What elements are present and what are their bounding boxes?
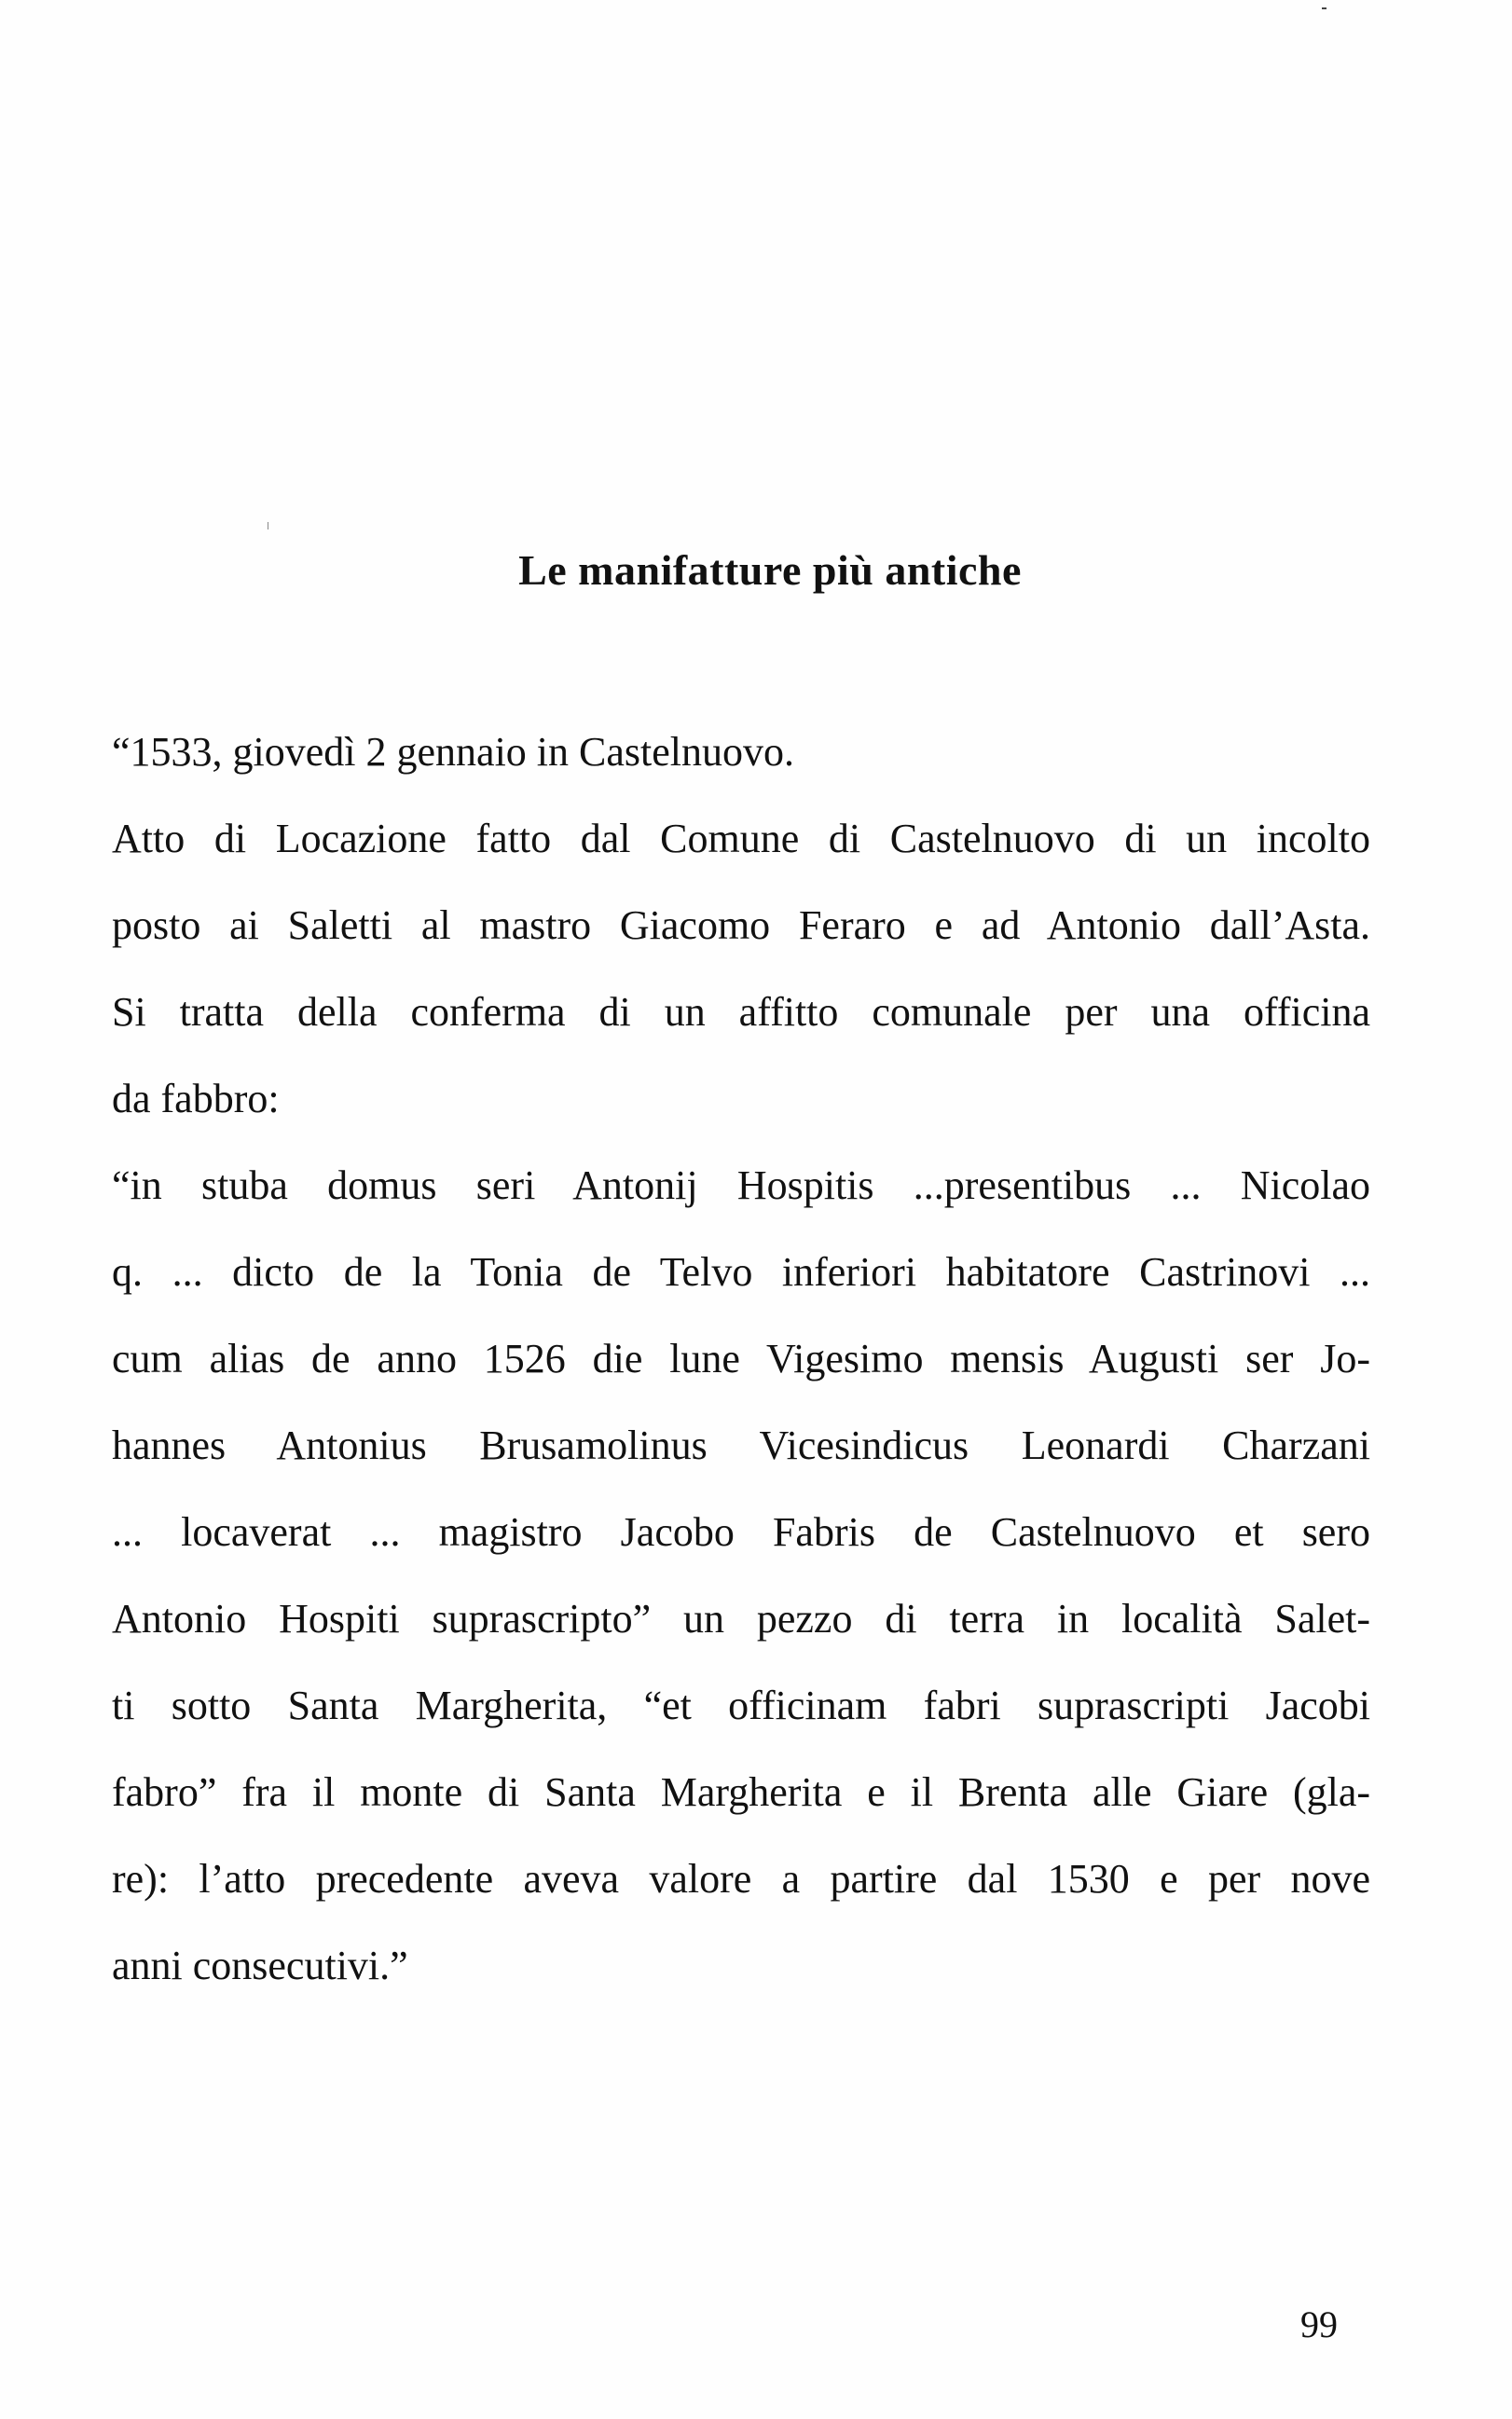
text-line: Antonio Hospiti suprascripto” un pezzo di terra in località Salet- bbox=[112, 1596, 1370, 1642]
text-line: anni consecutivi.” bbox=[112, 1943, 408, 1988]
body-text bbox=[112, 708, 1370, 2009]
text-line: cum alias de anno 1526 die lune Vigesimo mensis Augusti ser Jo- bbox=[112, 1336, 1370, 1381]
text-line: hannes Antonius Brusamolinus Vicesindicus Leonardi Charzani bbox=[112, 1423, 1370, 1468]
scan-speck bbox=[1322, 7, 1326, 9]
text-line: ti sotto Santa Margherita, “et officinam fabri suprascripti Jacobi bbox=[112, 1683, 1370, 1728]
text-line: Atto di Locazione fatto dal Comune di Castelnuovo di un incolto bbox=[112, 816, 1370, 861]
text-line: “in stuba domus seri Antonij Hospitis ...presentibus ... Nicolao bbox=[112, 1162, 1370, 1208]
text-line: Si tratta della conferma di un affitto comunale per una officina bbox=[112, 989, 1370, 1035]
text-line: re): l’atto precedente aveva valore a partire dal 1530 e per nove bbox=[112, 1856, 1370, 1902]
page-number: 99 bbox=[1300, 2303, 1338, 2345]
text-line: fabro” fra il monte di Santa Margherita e il Brenta alle Giare (gla- bbox=[112, 1769, 1370, 1815]
text-line: posto ai Saletti al mastro Giacomo Feraro e ad Antonio dall’Asta. bbox=[112, 902, 1370, 948]
text-line: q. ... dicto de la Tonia de Telvo inferiori habitatore Castrinovi ... bbox=[112, 1249, 1370, 1295]
text-line: da fabbro: bbox=[112, 1076, 280, 1121]
text-line: “1533, giovedì 2 gennaio in Castelnuovo. bbox=[112, 729, 794, 775]
text-line: ... locaverat ... magistro Jacobo Fabris de Castelnuovo et sero bbox=[112, 1509, 1370, 1555]
page-title: Le manifatture più antiche bbox=[518, 546, 1022, 594]
